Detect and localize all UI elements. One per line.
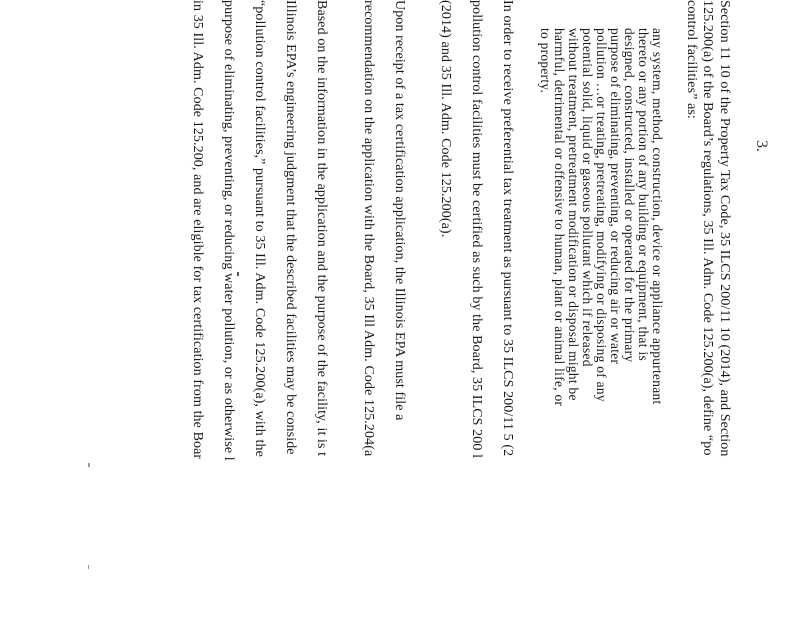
body-line: (2014) and 35 Ill. Adm. Code 125.200(a). <box>438 0 453 238</box>
body-line: Based on the information in the application and the purpose of the facility, it is t <box>314 0 329 457</box>
intro-line: Section 11 10 of the Property Tax Code, 35 ILCS 200/11 10 (2014), and Section <box>717 0 732 457</box>
quote-line: pollution …or treating, pretreating, modifying or disposing of any <box>594 28 609 402</box>
quote-line: potential solid, liquid or gaseous pollutant which if released <box>580 28 595 367</box>
page-number: 3. <box>753 140 770 152</box>
body-line: “pollution control facilities,” pursuant to 35 Ill. Adm. Code 125.200(a), with the <box>252 0 267 457</box>
quote-line: purpose of eliminating, preventing, or reducing air or water <box>608 28 623 365</box>
scan-speck <box>88 565 89 569</box>
quote-line: designed, constructed, installed or operated for the primary <box>622 28 637 363</box>
scan-speck <box>88 463 90 467</box>
body-line: In order to receive preferential tax treatment as pursuant to 35 ILCS 200/11 5 (2 <box>500 0 515 457</box>
body-line: Illinois EPA’s engineering judgment that the described facilities may be conside <box>283 0 298 455</box>
quote-line: to property. <box>538 28 553 94</box>
intro-line: 125.200(a) of the Board’s regulations, 35 Ill. Adm. Code 125.200(a), define “po <box>700 0 715 456</box>
body-line: Upon receipt of a tax certification application, the Illinois EPA must file a <box>392 0 407 421</box>
scan-speck <box>237 272 239 276</box>
body-line: pollution control facilities must be certified as such by the Board, 35 ILCS 200 l <box>469 0 484 459</box>
body-line: purpose of eliminating, preventing, or reducing water pollution, or as otherwise l <box>221 0 236 461</box>
body-line: recommendation on the application with the Board, 35 Ill Adm. Code 125.204(a <box>361 0 376 457</box>
intro-line: control facilities” as: <box>684 0 699 119</box>
quote-line: thereto or any portion of any building or equipment, that is <box>636 28 651 361</box>
quote-line: without treatment, pretreatment modification or disposal might be <box>566 28 581 401</box>
quote-line: harmful, detrimental or offensive to human, plant or animal life, or <box>552 28 567 407</box>
body-line: in 35 Ill. Adm. Code 125.200, and are eligible for tax certification from the Boar <box>190 0 205 460</box>
quote-line: any system, method, construction, device or appliance appurtenant <box>650 28 665 405</box>
